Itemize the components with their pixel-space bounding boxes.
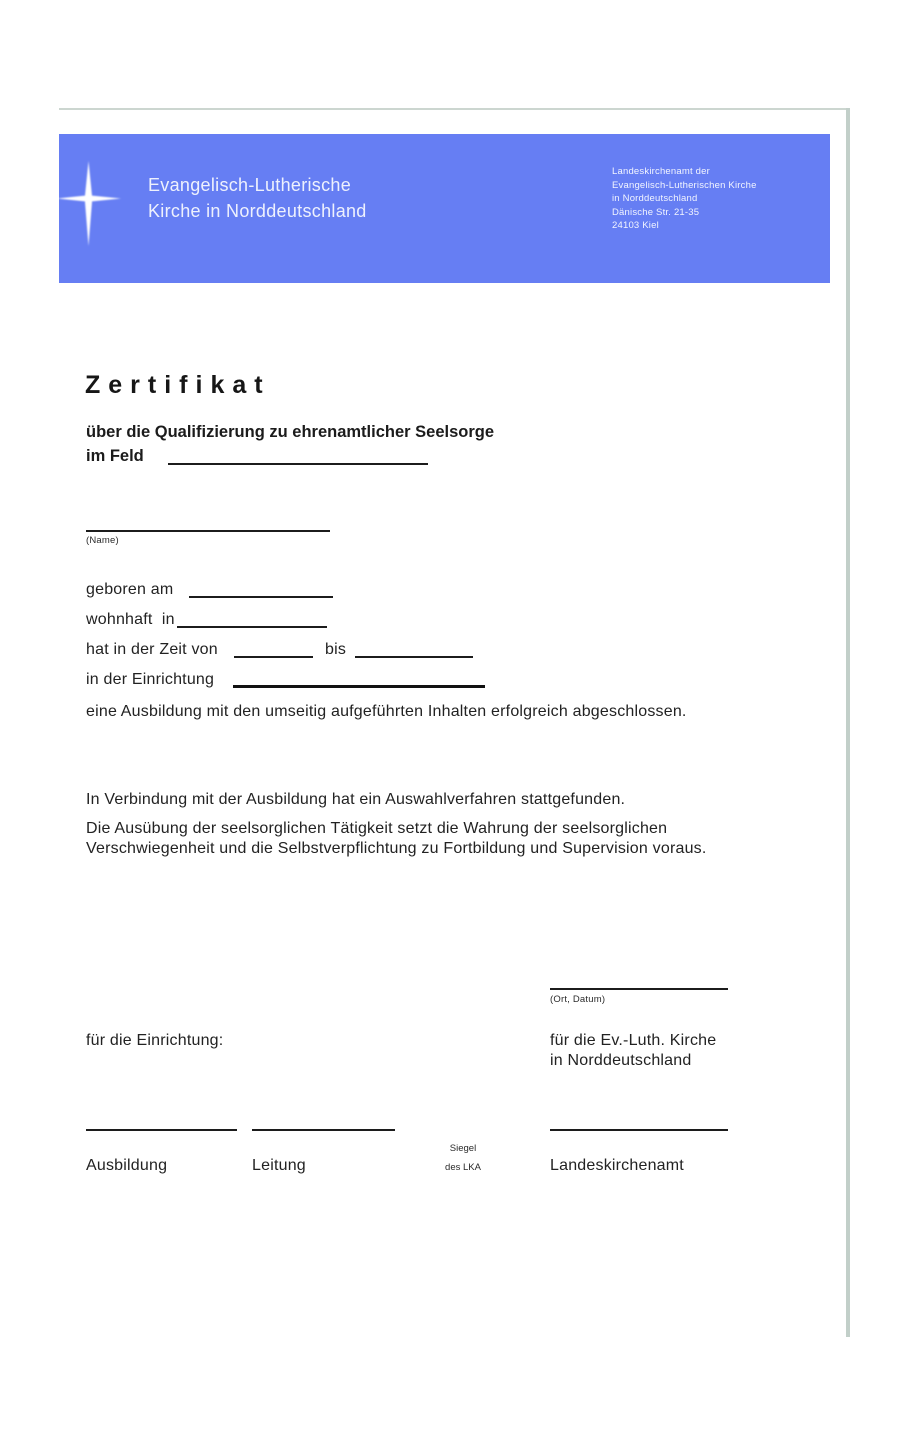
address-line: Landeskirchenamt der xyxy=(612,166,710,177)
page-title: Zertifikat xyxy=(85,371,271,399)
seal-caption xyxy=(430,1139,496,1177)
signature-line-landeskirchenamt xyxy=(550,1129,728,1131)
address-line: 24103 Kiel xyxy=(612,220,659,231)
born-label: geboren am xyxy=(86,581,174,598)
left-signing-party: für die Einrichtung: xyxy=(86,1032,224,1049)
field-line-period-to xyxy=(355,656,473,658)
field-line-institution xyxy=(233,685,485,688)
sig-label-landeskirchenamt: Landeskirchenamt xyxy=(550,1157,684,1174)
org-name xyxy=(148,172,367,224)
subtitle-line1: über die Qualifizierung zu ehrenamtlicher Seelsorge xyxy=(86,423,495,441)
resident-label: wohnhaft in xyxy=(86,611,175,628)
seal-caption-line2: des LKA xyxy=(445,1162,481,1173)
right-signing-party-line1: für die Ev.-Luth. Kirche xyxy=(550,1032,717,1049)
completion-text: eine Ausbildung mit den umseitig aufgeführten Inhalten erfolgreich abgeschlossen. xyxy=(86,703,687,720)
field-line-name xyxy=(86,530,330,532)
address-line: Dänische Str. 21-35 xyxy=(612,206,700,218)
address-line: in Norddeutschland xyxy=(612,193,698,204)
sender-address xyxy=(612,165,757,233)
place-date-caption: (Ort, Datum) xyxy=(550,994,606,1005)
period-bis-label: bis xyxy=(325,641,347,658)
seal-caption-line1: Siegel xyxy=(449,1143,477,1154)
sig-label-leitung: Leitung xyxy=(252,1157,306,1174)
field-line-feld xyxy=(168,463,428,465)
name-caption: (Name) xyxy=(86,535,119,546)
org-name-line2: Kirche in Norddeutschland xyxy=(148,201,367,221)
signature-line-ausbildung xyxy=(86,1129,237,1131)
subtitle-line2-label: im Feld xyxy=(86,447,144,465)
header-band xyxy=(59,134,830,283)
field-line-born xyxy=(189,596,333,598)
cross-icon xyxy=(55,158,125,250)
field-line-period-from xyxy=(234,656,313,658)
selection-text: In Verbindung mit der Ausbildung hat ein Auswahlverfahren stattgefunden. xyxy=(86,791,626,808)
org-name-line1: Evangelisch-Lutherische xyxy=(148,175,352,195)
place-date-line xyxy=(550,988,728,990)
signature-line-leitung xyxy=(252,1129,395,1131)
right-signing-party-line2: in Norddeutschland xyxy=(550,1052,692,1069)
obligation-text: Die Ausübung der seelsorglichen Tätigkeit setzt die Wahrung der seelsorglichen Verschwiegenheit und die Selbstverpflichtung zu Fortbildung und Supervision voraus. xyxy=(86,820,707,857)
period-label: hat in der Zeit von xyxy=(86,641,218,658)
top-divider xyxy=(59,108,849,110)
sig-label-ausbildung: Ausbildung xyxy=(86,1157,168,1174)
field-line-resident xyxy=(177,626,327,628)
right-edge-divider xyxy=(846,108,850,1337)
institution-label: in der Einrichtung xyxy=(86,671,215,688)
right-signing-party xyxy=(550,1031,716,1071)
address-line: Evangelisch-Lutherischen Kirche xyxy=(612,179,757,191)
